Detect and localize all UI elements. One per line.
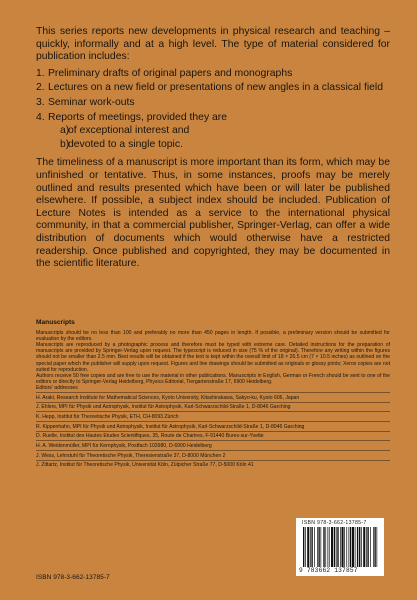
list-item: a) of exceptional interest and — [60, 125, 190, 137]
editor-address: J. Ehlers, MPI für Physik und Astrophysik, Institut für Astrophysik, Karl-Schwarzschild-Straße 1, D-8046 Garching — [36, 404, 291, 411]
barcode-bar — [370, 527, 371, 567]
barcode-bar — [305, 527, 306, 567]
barcode-bar — [357, 527, 358, 567]
intro-paragraph: This series reports new developments in physical research and teaching – quickly, informally and at a high level. The type of material considered for publication includes: — [36, 26, 390, 63]
barcode-isbn: ISBN 978-3-662-13785-7 — [302, 520, 367, 526]
barcode-bar — [366, 527, 367, 567]
barcode-bar — [334, 527, 335, 567]
list-item: 3. Seminar work-outs — [36, 96, 135, 108]
divider — [36, 392, 390, 393]
material-type-list — [36, 68, 390, 152]
divider — [36, 402, 390, 403]
editor-address: J. Zittartz, Institut für Theoretische Physik, Universität Köln, Zülpicher Straße 77, D-5000 Köln 41 — [36, 462, 254, 469]
barcode-bar — [321, 527, 322, 567]
barcode-bar — [337, 527, 338, 567]
barcode-bar — [349, 527, 350, 567]
barcode-bar — [367, 527, 368, 567]
barcode-bar — [374, 527, 375, 567]
barcode-bar — [336, 527, 337, 567]
editor-address: R. Kippenhahn, MPI für Physik und Astrophysik, Institut für Astrophysik, Karl-Schwarzschild-Straße 1, D-8046 Garching — [36, 423, 305, 430]
barcode-bar — [340, 527, 341, 567]
editor-address: D. Ruelle, Institut des Hautes Etudes Scientifiques, 35, Route de Chartres, F-91440 Bures-sur-Yvette — [36, 433, 264, 440]
barcode-bar — [373, 527, 374, 567]
barcode-bar — [325, 527, 326, 567]
manuscripts-length-paragraph: Manuscripts should be no less than 100 and preferably no more than 450 pages in length. If possible, a preliminary version should be submitted for evaluation by the editors. — [36, 330, 390, 343]
barcode-bar — [344, 527, 345, 567]
manuscripts-heading: Manuscripts — [36, 319, 75, 326]
manuscripts-copies-paragraph: Authors receive 50 free copies and are free to use the material in other publications. Manuscripts in English, German or French should be sent to one of the editors or directly to Springer-Verlag Heidelberg, Physics Editorial, Tiergartenstraße 17, 6900 Heidelberg. — [36, 372, 390, 385]
list-item: 4. Reports of meetings, provided they are a) of exceptional interest and b) devoted to a single topic. — [36, 112, 390, 152]
manuscripts-preparation-paragraph: Manuscripts are reproduced by a photographic process and therefore must be typed with extreme care. Detailed instructions for the preparation of manuscripts are provided by Springer-Verlag upon request. The typescript is reduced in size (75 % of the original). Therefore any writing within the figures should not be smaller than 2.5 mm. Best results will be obtained if the text is kept within the overall limit of 18 × 26.5 cm (7 × 10.5 inches) as outlined on the special paper which the publisher will supply upon request. Figures and line drawings should be submitted as originals or glossy prints; Xerox copies are not suited for reproduction. — [36, 342, 390, 373]
barcode-bar — [323, 527, 324, 567]
divider — [36, 460, 390, 461]
barcode-bar — [346, 527, 347, 567]
barcode-bar — [311, 527, 312, 567]
barcode-bar — [314, 527, 315, 567]
barcode-bar — [329, 527, 330, 567]
editor-address: H. A. Weidenmüller, MPI für Kernphysik, Postfach 103980, D-6900 Heidelberg — [36, 443, 212, 450]
barcode-bar — [363, 527, 365, 567]
divider — [36, 450, 390, 451]
editors-label: Editors' addresses — [36, 384, 78, 391]
isbn-footer: ISBN 978-3-662-13785-7 — [36, 574, 110, 581]
barcode-bar — [352, 527, 354, 567]
barcode-bar — [377, 527, 378, 567]
barcode-bar — [307, 527, 309, 567]
series-description — [36, 26, 390, 271]
editor-address: J. Wess, Lehrstuhl für Theoretische Physik, Theresienstraße 37, D-8000 München 2 — [36, 452, 226, 459]
barcode-bar — [355, 527, 356, 567]
barcode-bar — [342, 527, 344, 567]
barcode-label — [296, 518, 384, 576]
barcode-bar — [359, 527, 360, 567]
barcode-bar — [318, 527, 319, 567]
barcode-bar — [331, 527, 333, 567]
meeting-conditions-list — [48, 125, 390, 151]
divider — [36, 421, 390, 422]
barcode-bar — [303, 527, 304, 567]
list-item: 1. Preliminary drafts of original papers and monographs — [36, 67, 293, 79]
barcode-digits: 9 783662 137857 — [299, 567, 358, 574]
barcode-bar — [361, 527, 362, 567]
divider — [36, 411, 390, 412]
barcode-bar — [317, 527, 318, 567]
timeliness-paragraph: The timeliness of a manuscript is more important than its form, which may be unfinished or tentative. Thus, in some instances, proofs may be merely outlined and results presented which have been or will later be published elsewhere. If possible, a subject index should be included. Publication of Lecture Notes is intended as a service to the international physical community, in that a commercial publisher, Springer-Verlag, can offer a wide distribution of documents which would otherwise have a restricted readership. Once published and copyrighted, they may be documented in the scientific literature. — [36, 157, 390, 270]
list-item: 2. Lectures on a new field or presentations of new angles in a classical field — [36, 82, 384, 94]
editor-address: H. Araki, Research Institute for Mathematical Sciences, Kyoto University, Kitashirakawa, Sakyo-ku, Kyoto 606, Japan — [36, 394, 300, 401]
list-item: b) devoted to a single topic. — [60, 138, 183, 150]
barcode-bar — [310, 527, 311, 567]
divider — [36, 431, 390, 432]
manuscripts-section — [36, 320, 390, 469]
divider — [36, 440, 390, 441]
barcode-bar — [350, 527, 351, 567]
editor-address: K. Hepp, Institut für Theoretische Physik, ETH, CH-8093 Zürich — [36, 414, 179, 420]
barcode-bars — [302, 527, 378, 567]
barcode-bar — [328, 527, 329, 567]
